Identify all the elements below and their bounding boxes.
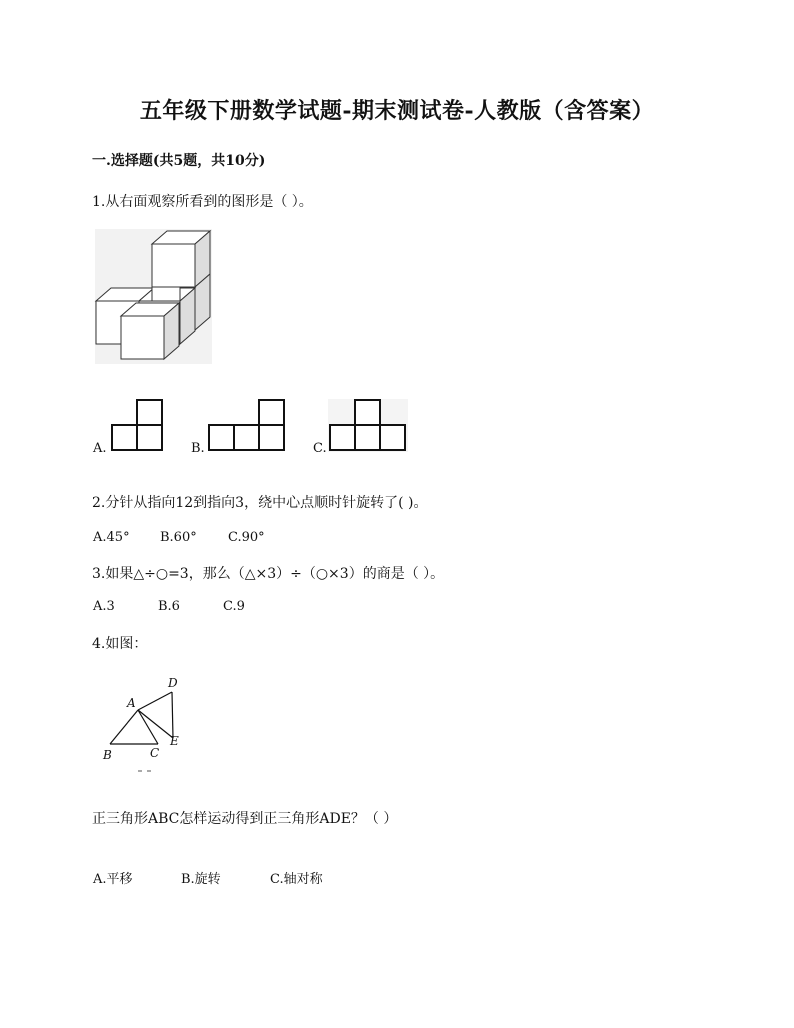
section-heading: 一.选择题(共5题，共10分) [92, 153, 266, 169]
option-c-label[interactable]: C. [313, 441, 327, 456]
q4-option-b[interactable]: B.旋转 [181, 872, 221, 887]
option-b-label[interactable]: B. [191, 441, 205, 456]
triangle-figure [98, 672, 193, 774]
question-1-text: 1.从右面观察所看到的图形是（ ）。 [92, 194, 313, 210]
q2-option-c[interactable]: C.90° [228, 530, 265, 545]
label-c: C [150, 746, 160, 760]
option-a-figure [110, 399, 164, 452]
q2-option-a[interactable]: A.45° [93, 530, 130, 545]
label-b: B [103, 748, 112, 762]
q4-option-c[interactable]: C.轴对称 [270, 872, 323, 887]
cube-stack-figure [95, 229, 212, 364]
question-4-prompt: 正三角形ABC怎样运动得到正三角形ADE？（ ） [92, 811, 398, 827]
question-2-text: 2.分针从指向12到指向3，绕中心点顺时针旋转了( )。 [92, 495, 428, 511]
q3-option-b[interactable]: B.6 [158, 599, 180, 614]
option-a-label[interactable]: A. [93, 441, 107, 456]
option-c-figure [328, 399, 408, 452]
q3-option-c[interactable]: C.9 [223, 599, 245, 614]
label-e: E [170, 734, 179, 748]
question-3-text: 3.如果△÷○=3，那么（△×3）÷（○×3）的商是（ ）。 [92, 566, 445, 582]
option-b-figure [207, 399, 287, 452]
question-4-text: 4.如图： [92, 636, 148, 652]
q4-option-a[interactable]: A.平移 [93, 872, 133, 887]
q2-option-b[interactable]: B.60° [160, 530, 197, 545]
page-title: 五年级下册数学试题-期末测试卷-人教版（含答案） [139, 98, 655, 124]
label-d: D [168, 676, 178, 690]
label-a: A [127, 696, 136, 710]
q3-option-a[interactable]: A.3 [93, 599, 115, 614]
